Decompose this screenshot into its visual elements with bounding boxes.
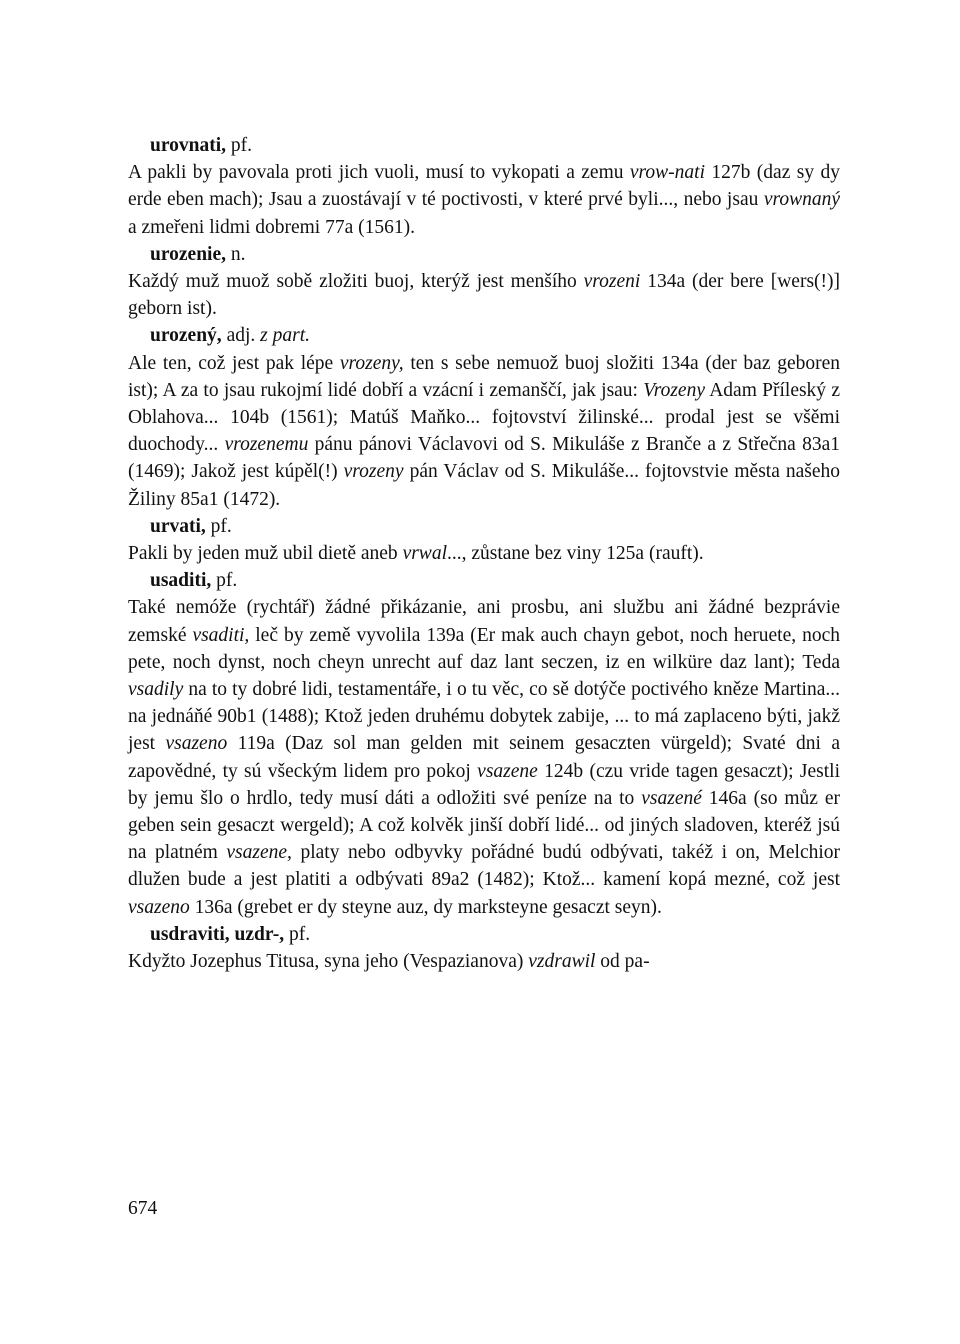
entry-citation	[128, 159, 840, 241]
cited-form: vrozenemu	[224, 434, 309, 456]
headword: urozený,	[150, 325, 222, 347]
cited-form: vsazene,	[226, 842, 292, 864]
cited-form: vsaditi,	[192, 624, 250, 646]
entry-headword	[128, 567, 840, 594]
grammar-label: pf.	[230, 135, 253, 156]
citation-text: Každý muž muož sobě zložiti buoj, kterýž jest menšího	[128, 271, 584, 293]
citation-text: 127b (daz sy dy erde eben mach); Jsau a zuostávají v té poctivosti, v které prvé byli..., nebo jsau	[128, 162, 840, 211]
grammar-label: pf.	[216, 570, 238, 592]
cited-form: vsazeno	[165, 733, 228, 755]
cited-form: vrozeni	[583, 271, 641, 293]
grammar-label: pf.	[289, 923, 311, 945]
cited-form: vsazeno	[128, 896, 190, 918]
cited-form: vrow-nati	[629, 162, 706, 184]
citation-text: pán Václav od S. Mikuláše... fojtovstvie města našeho Žiliny 85a1 (1472).	[128, 461, 840, 510]
citation-text: 136a (grebet er dy steyne auz, dy marksteyne gesaczt seyn).	[189, 896, 662, 918]
dictionary-page	[128, 132, 840, 975]
citation-text: leč by země vyvolila 139a (Er mak auch chayn gebot, noch heruete, noch pete, noch dynst, noch cheyn unrecht auf daz lant seczen, iz en wilküre daz lant); Teda	[128, 624, 840, 673]
citation-text: 124b (czu vride tagen gesaczt); Jestli by jemu šlo o hrdlo, tedy musí dáti a odložiti své peníze na to	[128, 760, 840, 809]
headword: urozenie,	[150, 243, 227, 265]
headword: urovnati,	[150, 135, 227, 156]
entry-citation	[128, 268, 840, 322]
citation-text: od pa-	[595, 951, 650, 973]
cited-form: vrozeny,	[339, 352, 404, 374]
cited-form: vzdrawil	[528, 951, 596, 973]
headword: usdraviti, uzdr-,	[150, 923, 285, 945]
entry-headword	[128, 921, 840, 948]
entry-headword	[128, 322, 840, 349]
entry-headword	[128, 513, 840, 540]
citation-text: pánu pánovi Václavovi od S. Mikuláše z Branče a z Střečna 83a1 (1469); Jakož jest kúpěl(!)	[128, 434, 840, 483]
grammar-label: pf.	[210, 515, 232, 537]
headword: urvati,	[150, 515, 206, 537]
entry-citation	[128, 948, 840, 975]
cited-form: vsadily	[128, 679, 184, 701]
headword: usaditi,	[150, 570, 212, 592]
citation-text: Adam Příleský z Oblahova... 104b (1561); Matúš Maňko... fojtovství žilinské... prodal jest se všěmi duochody...	[128, 379, 840, 456]
citation-text: na to ty dobré lidi, testamentáře, i o tu věc, co sě dotýče poctivého kněze Martina... na jednáňé 90b1 (1488); Ktož jeden druhému dobytek zabije, ... to má zaplaceno býti, jakž jest	[128, 679, 840, 755]
cited-form: vrozeny	[343, 461, 404, 483]
grammar-label: n.	[230, 243, 246, 265]
grammar-label: adj.	[226, 325, 256, 347]
citation-text: Ale ten, což jest pak lépe	[128, 352, 340, 374]
entry-citation	[128, 540, 840, 567]
cited-form: vrownaný	[763, 189, 840, 211]
entry-headword	[128, 132, 840, 159]
citation-text: platy nebo odbyvky pořádné budú odbývati, takéž i on, Melchior dlužen bude a jest platiti a odbývati 89a2 (1482); Ktož... kamení kopá mezné, což jest	[128, 842, 841, 891]
citation-text: 134a (der bere [wers(!)] geborn ist).	[128, 271, 841, 320]
cited-form: vrwal	[402, 543, 447, 565]
entry-citation	[128, 594, 840, 920]
page-number: 674	[128, 1198, 158, 1219]
entry-headword	[128, 241, 840, 268]
citation-text: A pakli by pavovala proti jich vuoli, musí to vykopati a zemu	[128, 162, 630, 184]
citation-text: 146a (so můz er geben sein gesaczt wergeld); A což kolvěk jinší dobří lidé... od jiných sladoven, kteréž jsú na platném	[128, 787, 840, 864]
citation-text: ..., zůstane bez viny 125a (rauft).	[446, 543, 704, 565]
citation-text: ten s sebe nemuož buoj složiti 134a (der baz geboren ist); A za to jsau rukojmí lidé dobří a vzácní i zemanščí, jak jsau:	[128, 352, 840, 401]
citation-text: 119a (Daz sol man gelden mit seinem gesaczten vürgeld); Svaté dni a zapovědné, ty sú všeckým lidem pro pokoj	[128, 733, 840, 782]
grammar-note: z part.	[260, 325, 310, 347]
citation-text: Kdyžto Jozephus Titusa, syna jeho (Vespazianova)	[128, 951, 529, 973]
citation-text: Pakli by jeden muž ubil dietě aneb	[128, 543, 403, 565]
entry-citation	[128, 350, 840, 513]
cited-form: vsazene	[477, 760, 538, 782]
cited-form: vsazené	[641, 787, 702, 809]
citation-text: a zmeřeni lidmi dobremi 77a (1561).	[128, 216, 415, 238]
cited-form: Vrozeny	[643, 379, 705, 401]
citation-text: Také nemóže (rychtář) žádné přikázanie, ani prosbu, ani službu ani žádné bezprávie zemské	[128, 597, 840, 646]
